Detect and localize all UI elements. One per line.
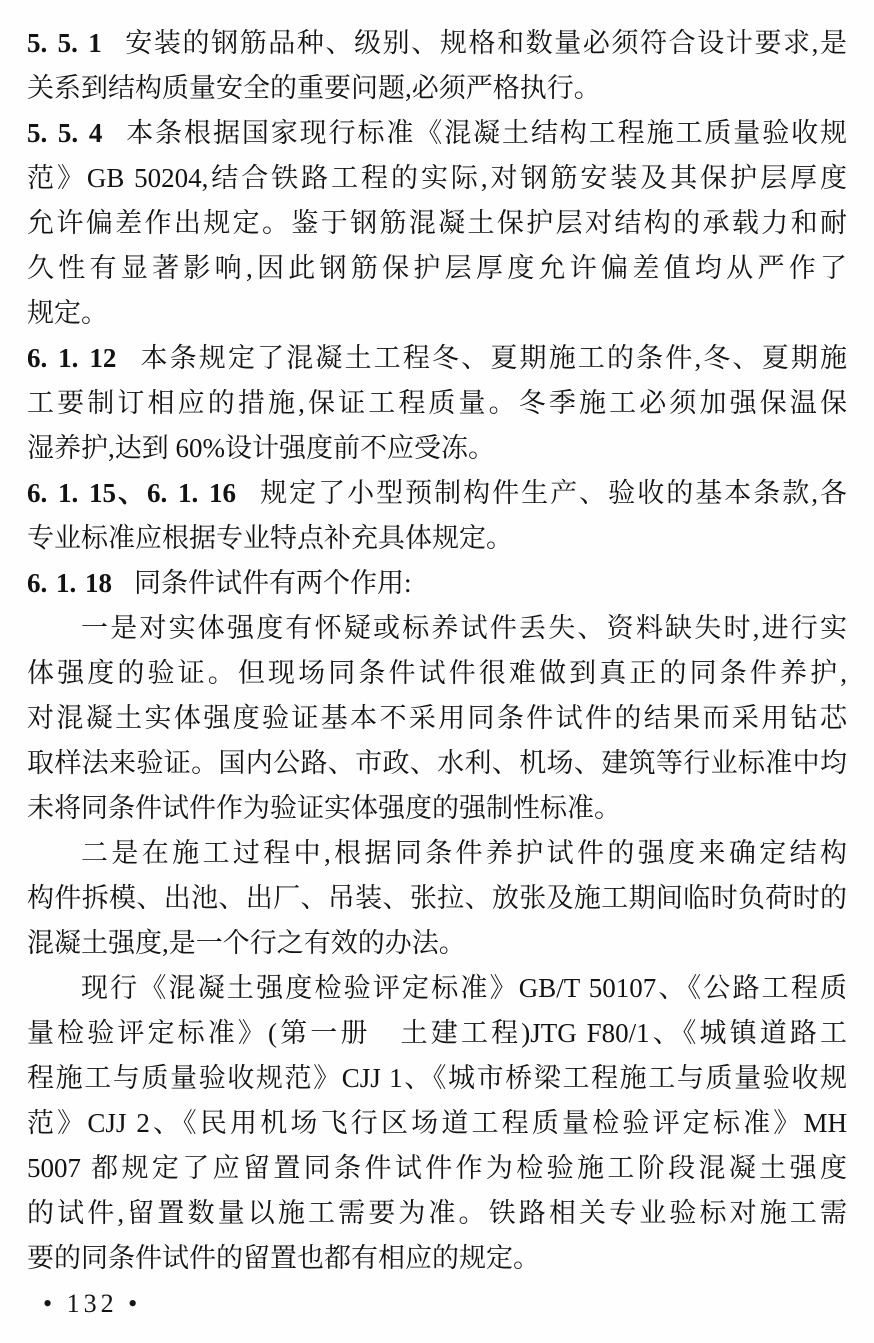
numbered-paragraph — [27, 471, 847, 561]
text-line: 5007 都规定了应留置同条件试件作为检验施工阶段混凝土强度 — [27, 1153, 847, 1183]
text-line — [27, 471, 847, 516]
line-text: 本条规定了混凝土工程冬、夏期施工的条件,冬、夏期施 — [138, 343, 847, 373]
text-line: 对混凝土实体强度验证基本不采用同条件试件的结果而采用钻芯 — [27, 703, 847, 733]
numbered-paragraph — [27, 111, 847, 336]
line-text: 同条件试件有两个作用: — [134, 568, 412, 598]
text-line: 取样法来验证。国内公路、市政、水利、机场、建筑等行业标准中均 — [27, 748, 847, 778]
body-paragraph — [27, 606, 847, 831]
text-line — [27, 561, 847, 606]
page-number: • 132 • — [43, 1289, 142, 1318]
text-line: 要的同条件试件的留置也都有相应的规定。 — [27, 1243, 540, 1273]
body-paragraph — [27, 966, 847, 1281]
text-line: 量检验评定标准》(第一册 土建工程)JTG F80/1、《城镇道路工 — [27, 1018, 847, 1048]
line-text: 规定了小型预制构件生产、验收的基本条款,各 — [258, 478, 847, 508]
section-number: 6. 1. 12 — [27, 343, 117, 373]
numbered-paragraph — [27, 561, 847, 606]
section-number: 6. 1. 18 — [27, 568, 112, 598]
section-number: 6. 1. 15、6. 1. 16 — [27, 478, 237, 508]
text-line: 二是在施工过程中,根据同条件养护试件的强度来确定结构 — [81, 838, 847, 868]
text-line: 湿养护,达到 60%设计强度前不应受冻。 — [27, 433, 495, 463]
text-line: 工要制订相应的措施,保证工程质量。冬季施工必须加强保温保 — [27, 388, 847, 418]
numbered-paragraph — [27, 336, 847, 471]
text-line: 的试件,留置数量以施工需要为准。铁路相关专业验标对施工需 — [27, 1198, 847, 1228]
body-paragraph — [27, 831, 847, 966]
document-body — [27, 21, 847, 1281]
text-line: 范》GB 50204,结合铁路工程的实际,对钢筋安装及其保护层厚度 — [27, 163, 847, 193]
text-line: 未将同条件试件作为验证实体强度的强制性标准。 — [27, 793, 621, 823]
text-line: 久性有显著影响,因此钢筋保护层厚度允许偏差值均从严作了 — [27, 253, 847, 283]
text-line: 允许偏差作出规定。鉴于钢筋混凝土保护层对结构的承载力和耐 — [27, 208, 847, 238]
line-text: 安装的钢筋品种、级别、规格和数量必须符合设计要求,是 — [123, 28, 847, 58]
text-line: 现行《混凝土强度检验评定标准》GB/T 50107、《公路工程质 — [81, 973, 847, 1003]
text-line: 体强度的验证。但现场同条件试件很难做到真正的同条件养护, — [27, 658, 847, 688]
text-line — [27, 336, 847, 381]
line-text: 本条根据国家现行标准《混凝土结构工程施工质量验收规 — [124, 118, 847, 148]
text-line — [27, 21, 847, 66]
text-line: 混凝土强度,是一个行之有效的办法。 — [27, 928, 466, 958]
text-line: 构件拆模、出池、出厂、吊装、张拉、放张及施工期间临时负荷时的 — [27, 883, 847, 913]
text-line: 一是对实体强度有怀疑或标养试件丢失、资料缺失时,进行实 — [81, 613, 847, 643]
text-line: 规定。 — [27, 298, 108, 328]
section-number: 5. 5. 4 — [27, 118, 103, 148]
text-line — [27, 111, 847, 156]
section-number: 5. 5. 1 — [27, 28, 102, 58]
text-line: 专业标准应根据专业特点补充具体规定。 — [27, 523, 513, 553]
numbered-paragraph — [27, 21, 847, 111]
text-line: 程施工与质量验收规范》CJJ 1、《城市桥梁工程施工与质量验收规 — [27, 1063, 847, 1093]
text-line: 范》CJJ 2、《民用机场飞行区场道工程质量检验评定标准》MH — [27, 1108, 847, 1138]
text-line: 关系到结构质量安全的重要问题,必须严格执行。 — [27, 73, 601, 103]
